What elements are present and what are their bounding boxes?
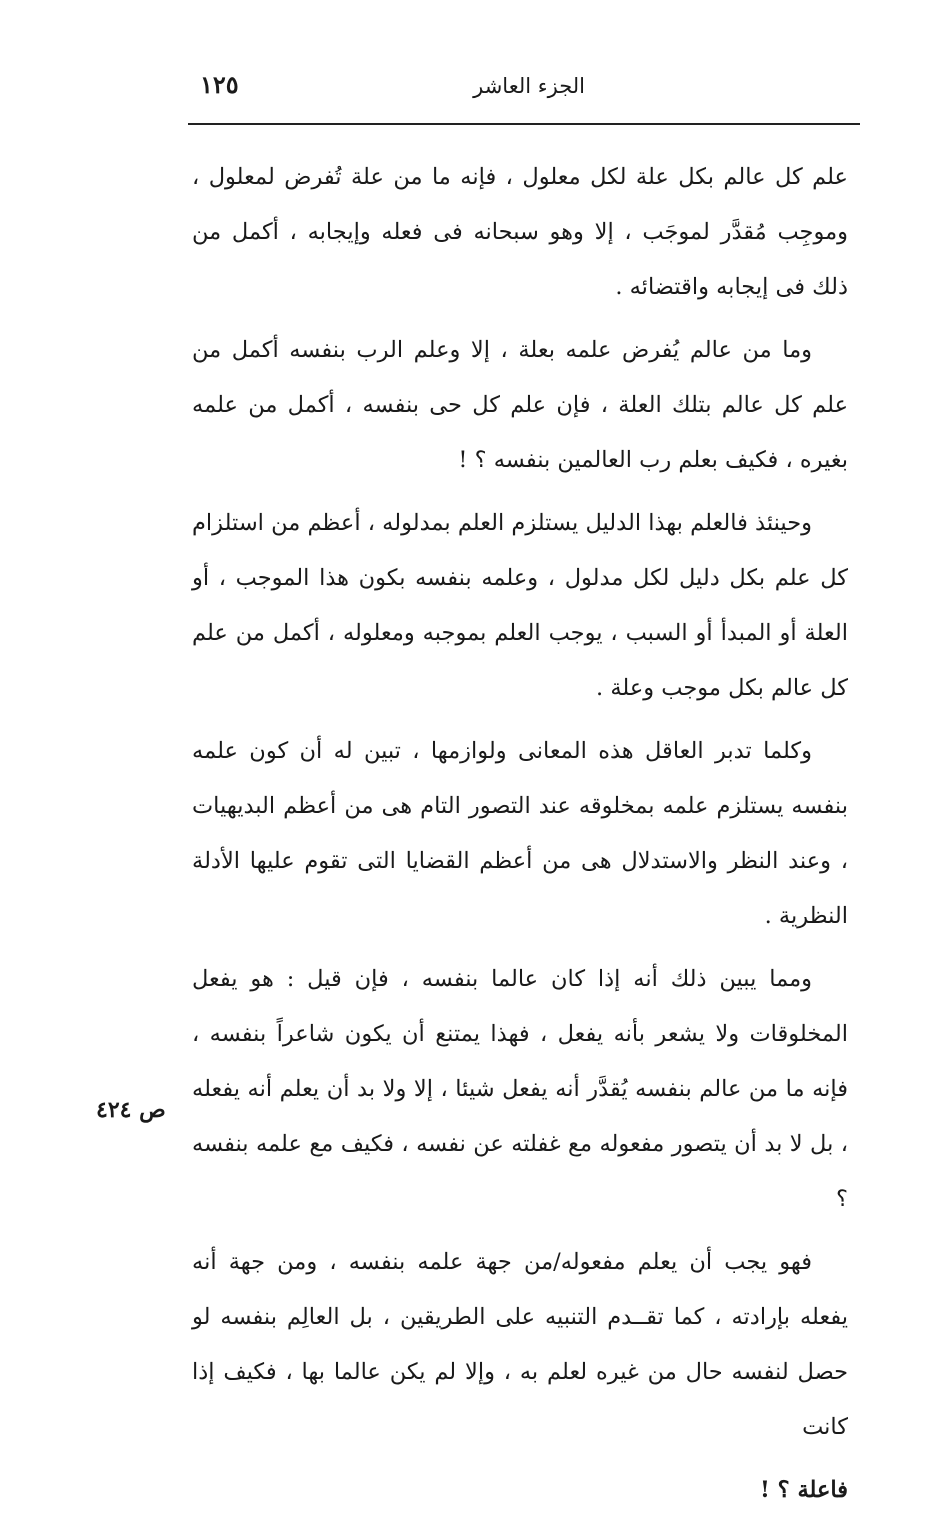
paragraph-3: وحينئذ فالعلم بهذا الدليل يستلزم العلم بمدلوله ، أعظم من استلزام كل علم بكل دليل لكل مدلول ، وعلمه بنفسه بكون هذا الموجب ، أو العلة أو المبدأ أو السبب ، يوجب العلم بموجبه ومعلوله ، أكمل من علم كل عالم بكل موجب وعلة .	[192, 510, 848, 701]
paragraph-6: فهو يجب أن يعلم مفعوله/من جهة علمه بنفسه ، ومن جهة أنه يفعله بإرادته ، كما تقــدم التنبيه على الطريقين ، بل العالِم بنفسه لو حصل لنفسه حال من غيره لعلم به ، وإلا لم يكن عالما بها ، فكيف إذا كانت	[192, 1249, 848, 1440]
paragraph-5: ومما يبين ذلك أنه إذا كان عالما بنفسه ، فإن قيل : هو يفعل المخلوقات ولا يشعر بأنه يفعل ، فهذا يمتنع أن يكون شاعراً بنفسه ، فإنه ما من عالم بنفسه يُقدَّر أنه يفعل شيئا ، إلا ولا بد أن يعلم أنه يفعله ، بل لا بد أن يتصور مفعوله مع غفلته عن نفسه ، فكيف مع علمه بنفسه ؟	[192, 966, 848, 1212]
paragraph-1: علم كل عالم بكل علة لكل معلول ، فإنه ما من علة تُفرض لمعلول ، وموجِب مُقدَّر لموجَب ، إلا وهو سبحانه فى فعله وإيجابه ، أكمل من ذلك فى إيجابه واقتضائه .	[192, 164, 848, 300]
paragraph-2: وما من عالم يُفرض علمه بعلة ، إلا وعلم الرب بنفسه أكمل من علم كل عالم بتلك العلة ، فإن علم كل حى بنفسه ، أكمل من علمه بغيره ، فكيف بعلم رب العالمين بنفسه ؟ !	[192, 337, 848, 473]
paragraph-4: وكلما تدبر العاقل هذه المعانى ولوازمها ، تبين له أن كون علمه بنفسه يستلزم علمه بمخلوقه عند التصور التام هى من أعظم البديهيات ، وعند النظر والاستدلال هى من أعظم القضايا التى تقوم عليها الأدلة النظرية .	[192, 738, 848, 929]
running-title: الجزء العاشر	[473, 74, 585, 98]
header-divider	[188, 123, 860, 125]
page-number: ١٢٥	[200, 70, 239, 99]
margin-page-reference: ص ٤٢٤	[96, 1097, 166, 1123]
main-text	[192, 150, 848, 1518]
page-header	[190, 70, 860, 110]
final-line: فاعلة ؟ !	[759, 1477, 848, 1503]
